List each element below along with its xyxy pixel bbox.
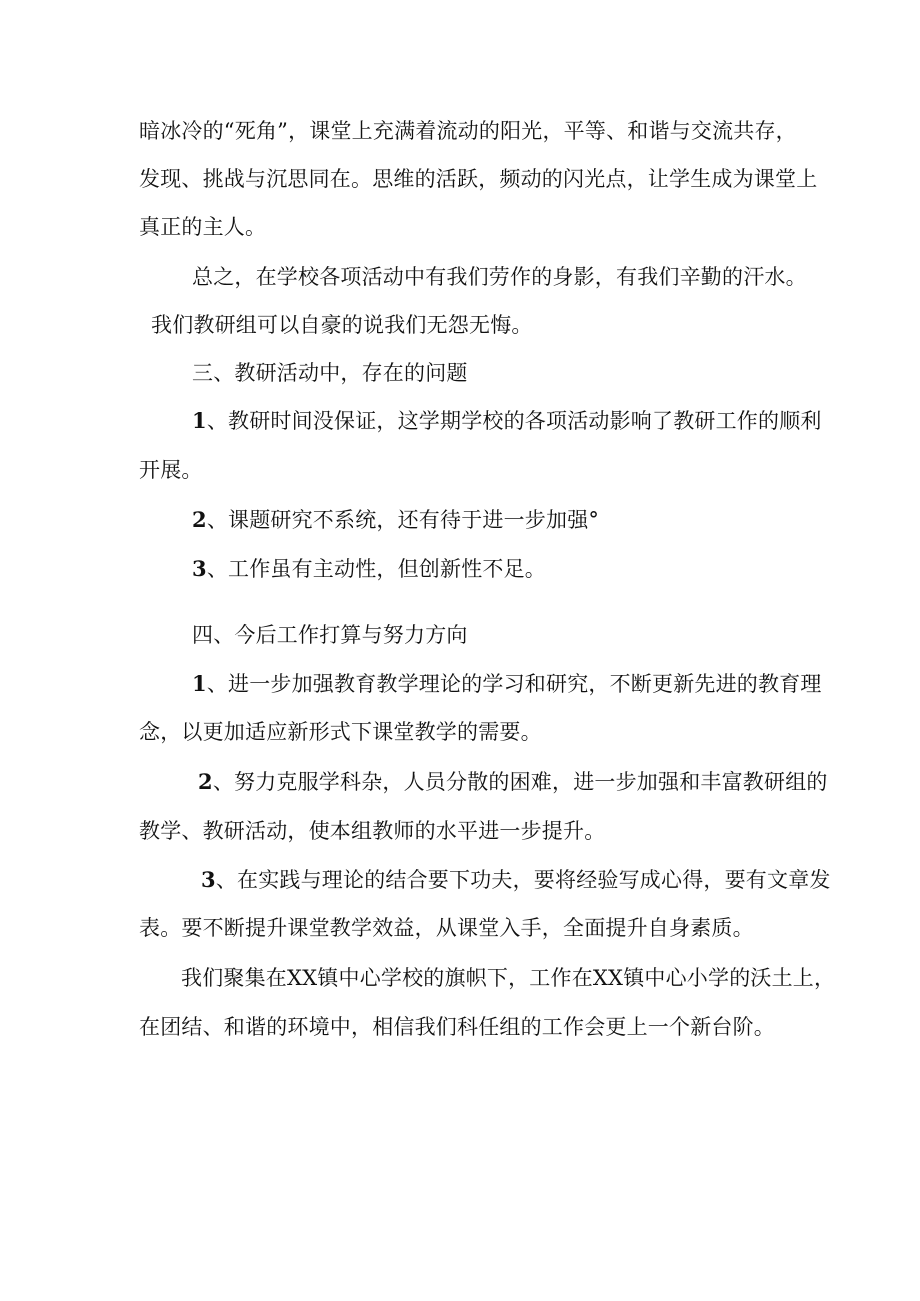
paragraph-line [139, 717, 542, 747]
paragraph-line [139, 164, 817, 194]
line-text: 暗冰冷的“死角”，课堂上充满着流动的阳光，平等、和谐与交流共存， [139, 119, 797, 143]
paragraph-line [181, 963, 835, 993]
list-item [198, 767, 828, 797]
paragraph-line [139, 116, 797, 146]
line-text: 表。要不断提升课堂教学效益，从课堂入手，全面提升自身素质。 [139, 916, 754, 940]
paragraph-line [139, 212, 266, 242]
line-text: 总之，在学校各项活动中有我们劳作的身影，有我们辛勤的汗水。 [192, 265, 807, 289]
paragraph-line [139, 913, 754, 943]
list-item [201, 865, 831, 895]
item-text: 、努力克服学科杂，人员分散的困难，进一步加强和丰富教研组的 [212, 770, 828, 794]
item-number: 2 [198, 769, 213, 794]
item-text: 、进一步加强教育教学理论的学习和研究，不断更新先进的教育理 [206, 672, 822, 696]
heading-text: 三、教研活动中，存在的问题 [192, 361, 468, 385]
item-number: 1 [192, 671, 207, 696]
paragraph-line [151, 310, 533, 340]
line-text: 真正的主人。 [139, 215, 267, 239]
paragraph-line [139, 455, 203, 485]
item-number: 1 [192, 408, 207, 433]
line-text: 我们聚集在XX镇中心学校的旗帜下，工作在XX镇中心小学的沃土上， [181, 966, 836, 990]
item-text: 、工作虽有主动性，但创新性不足。 [206, 557, 547, 581]
list-item [192, 505, 599, 535]
item-number: 3 [192, 556, 207, 581]
list-item [192, 406, 822, 436]
paragraph-line [139, 816, 605, 846]
line-text: 教学、教研活动，使本组教师的水平进一步提升。 [139, 819, 606, 843]
paragraph-line [192, 262, 807, 292]
item-text: 、课题研究不系统，还有待于进一步加强° [206, 508, 600, 532]
item-number: 3 [201, 867, 216, 892]
line-text: 我们教研组可以自豪的说我们无怨无悔。 [151, 313, 533, 337]
line-text: 在团结、和谐的环境中，相信我们科任组的工作会更上一个新台阶。 [139, 1015, 775, 1039]
heading-text: 四、今后工作打算与努力方向 [192, 623, 468, 647]
section-heading [192, 620, 468, 650]
list-item [192, 554, 546, 584]
paragraph-line [139, 1012, 775, 1042]
section-heading [192, 358, 468, 388]
item-text: 、在实践与理论的结合要下功夫，要将经验写成心得，要有文章发 [215, 868, 831, 892]
list-item [192, 669, 822, 699]
line-text: 开展。 [139, 458, 203, 482]
item-number: 2 [192, 507, 207, 532]
item-text: 、教研时间没保证，这学期学校的各项活动影响了教研工作的顺利 [206, 409, 822, 433]
line-text: 念，以更加适应新形式下课堂教学的需要。 [139, 720, 542, 744]
line-text: 发现、挑战与沉思同在。思维的活跃，频动的闪光点，让学生成为课堂上 [139, 167, 818, 191]
